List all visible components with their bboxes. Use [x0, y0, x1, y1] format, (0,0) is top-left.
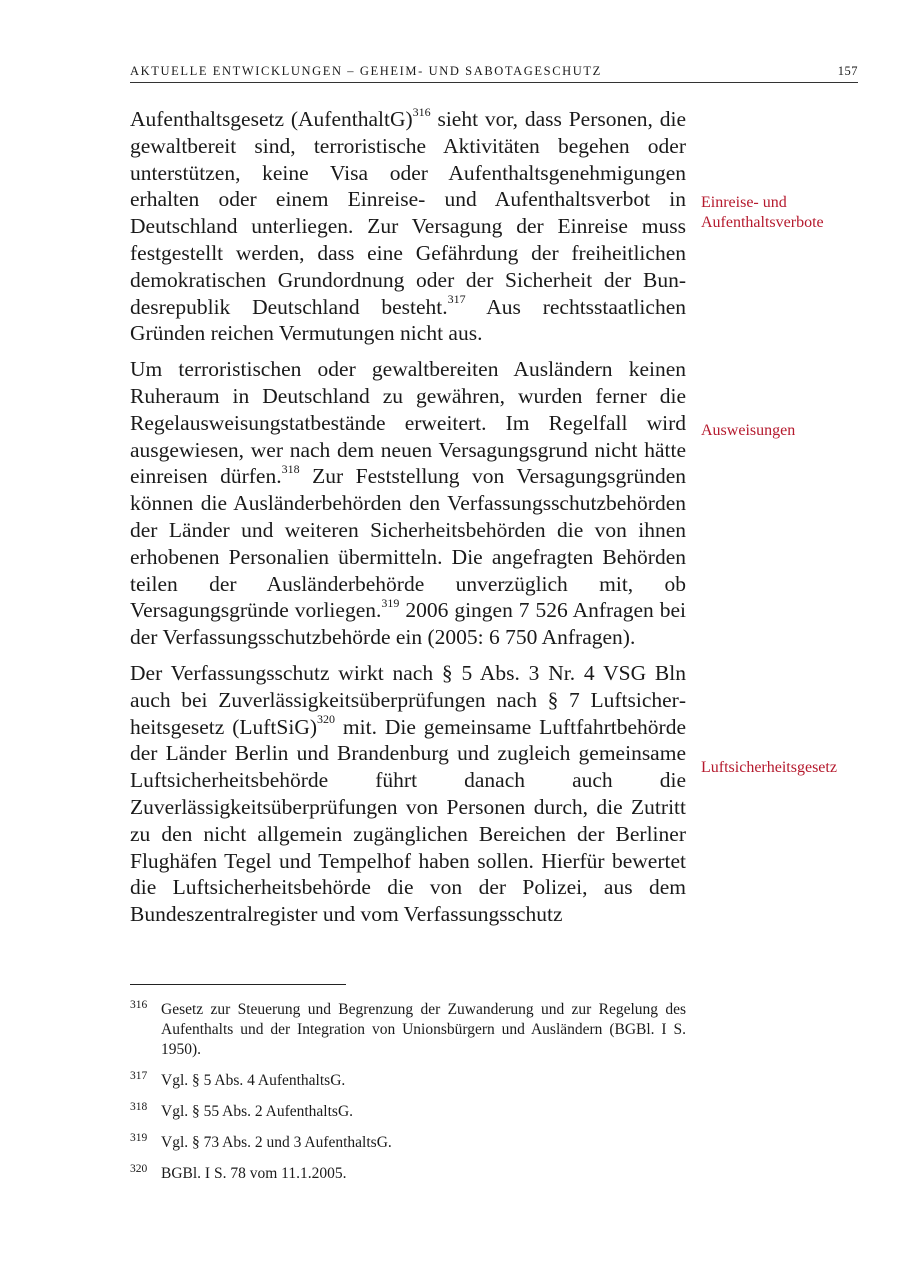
running-header	[130, 64, 858, 83]
footnote-item	[130, 1164, 686, 1184]
footnote-text: Vgl. § 5 Abs. 4 AufenthaltsG.	[161, 1072, 346, 1089]
paragraph-3: Der Verfassungsschutz wirkt nach § 5 Abs. 3 Nr. 4 VSG Bln auch bei Zuverlässigkeitsüberprüfungen nach § 7 Luftsicherheitsgesetz (LuftSiG)$^{320}$ mit. Die gemeinsame Luftfahrtbehörde der Länder Berlin und Brandenburg und zugleich gemeinsame Luftsicherheitsbehörde führt danach auch die Zuverlässigkeitsüberprüfungen von Personen durch, die Zutritt zu den nicht allgemein zugänglichen Bereichen der Berliner Flughäfen Tegel und Tempelhof haben sollen. Hierfür bewertet die Luftsicherheitsbehörde die von der Polizei, aus dem Bundeszentralregister und vom Verfassungsschutz	[130, 660, 686, 927]
margin-note-einreise: Einreise- und Aufenthaltsverbote	[701, 194, 824, 231]
footnote-number: 316	[130, 999, 148, 1011]
main-text	[130, 106, 686, 937]
page-number: 157	[837, 64, 858, 78]
footnote-ref-319[interactable]: 319	[381, 596, 400, 611]
footnote-text: BGBl. I S. 78 vom 11.1.2005.	[161, 1165, 347, 1182]
footnotes	[130, 1000, 686, 1195]
footnote-item	[130, 1000, 686, 1060]
footnote-ref-320[interactable]: 320	[317, 712, 336, 727]
footnote-number: 318	[130, 1101, 148, 1113]
footnote-item	[130, 1102, 686, 1122]
chapter-title: AKTUELLE ENTWICKLUNGEN – GEHEIM- UND SABOTAGESCHUTZ	[130, 64, 602, 78]
margin-note-luftsicherheit: Luftsicherheitsgesetz	[701, 759, 837, 776]
footnote-text: Vgl. § 73 Abs. 2 und 3 AufenthaltsG.	[161, 1134, 392, 1151]
paragraph-1: Aufenthaltsgesetz (AufenthaltG)$^{316}$ sieht vor, dass Personen, die gewaltbereit sind, terroristische Aktivitäten begehen oder unterstützen, keine Visa oder Aufenthaltsgenehmigungen erhalten oder einem Einreise- und Aufenthaltsverbot in Deutschland unterliegen. Zur Versagung der Einreise muss festgestellt werden, dass eine Gefährdung der freiheitlichen demokratischen Grundordnung oder der Sicherheit der Bundesrepublik Deutschland besteht.$^{317}$ Aus rechtsstaatlichen Gründen reichen Vermutungen nicht aus.	[130, 104, 686, 346]
margin-note-ausweisungen: Ausweisungen	[701, 422, 796, 439]
footnote-ref-316[interactable]: 316	[412, 104, 431, 119]
footnote-number: 319	[130, 1132, 148, 1144]
footnote-ref-318[interactable]: 318	[281, 462, 300, 477]
footnote-text: Vgl. § 55 Abs. 2 AufenthaltsG.	[161, 1103, 354, 1120]
paragraph-2: Um terroristischen oder gewaltbereiten Ausländern keinen Ruheraum in Deutschland zu gewähren, wurden ferner die Regelausweisungstatbestände erweitert. Im Regelfall wird ausgewiesen, wer nach dem neuen Versagungsgrund nicht hätte einreisen dürfen.$^{318}$ Zur Feststellung von Versagungsgründen können die Ausländerbehörden den Verfassungsschutzbehörden der Länder und weiteren Sicherheitsbehörden die von ihnen erhobenen Personalien übermitteln. Die angefragten Behörden teilen der Ausländerbehörde unverzüglich mit, ob Versagungsgründe vorliegen.$^{319}$ 2006 gingen 7 526 Anfragen bei der Verfassungsschutzbehörde ein (2005: 6 750 Anfragen).	[130, 357, 686, 650]
footnote-number: 320	[130, 1163, 148, 1175]
footnote-ref-317[interactable]: 317	[447, 292, 466, 307]
footnote-text: Gesetz zur Steuerung und Begrenzung der Zuwanderung und zur Regelung des Aufenthalts und der Integration von Unionsbürgern und Ausländern (BGBl. I S. 1950).	[161, 1001, 686, 1058]
footnote-divider	[130, 984, 346, 985]
footnote-item	[130, 1133, 686, 1153]
footnote-number: 317	[130, 1070, 148, 1082]
footnote-item	[130, 1071, 686, 1091]
